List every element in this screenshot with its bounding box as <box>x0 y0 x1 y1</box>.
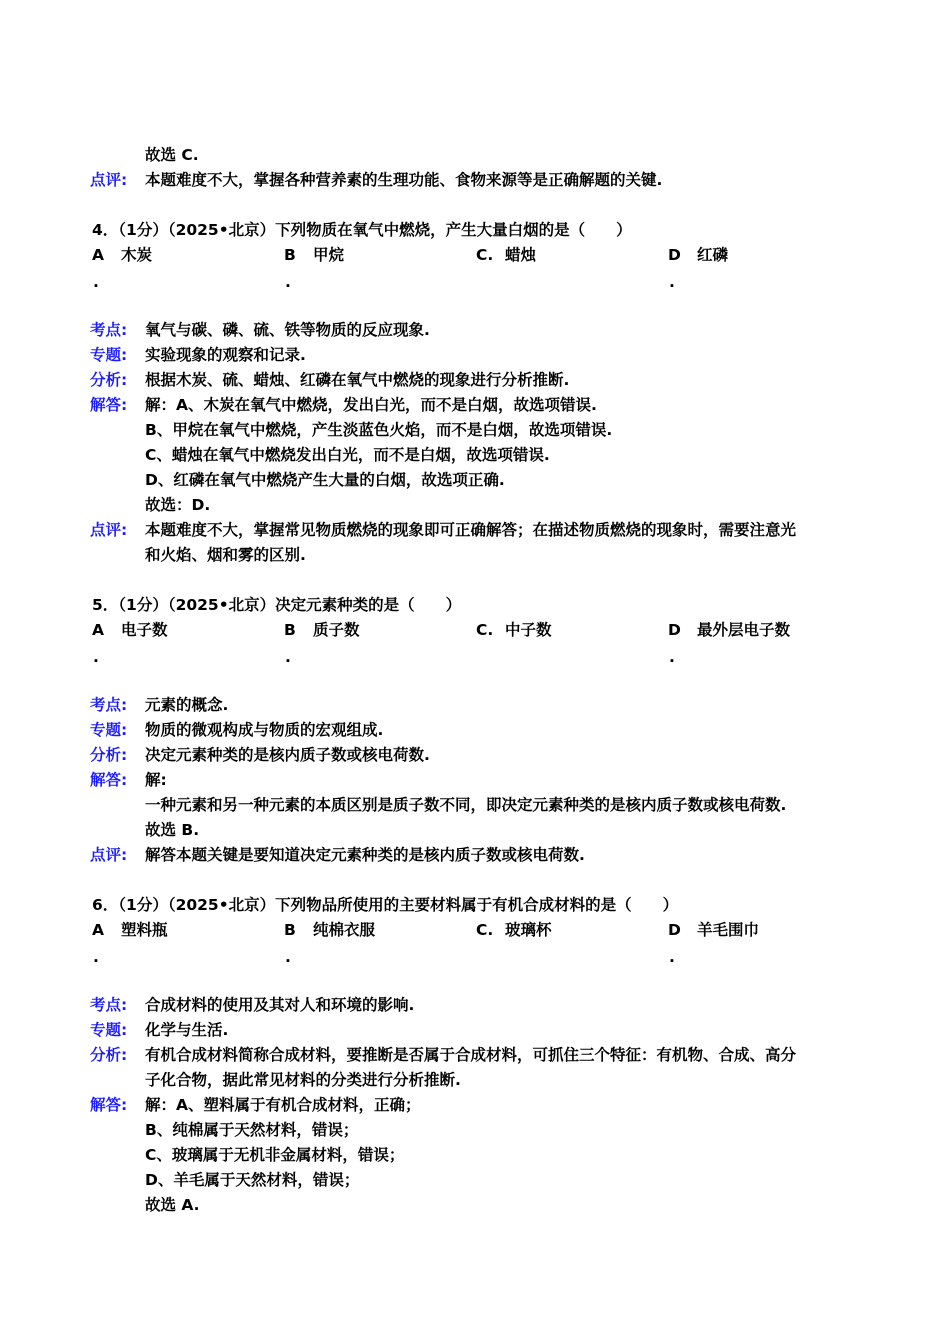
q4-jieda-line: D、红磷在氧气中燃烧产生大量的白烟，故选项正确. <box>145 471 505 489</box>
q5-dot-d: . <box>669 648 675 666</box>
q4-fenxi: 根据木炭、硫、蜡烛、红磷在氧气中燃烧的现象进行分析推断. <box>145 371 570 389</box>
q5-option-a-text: 电子数 <box>121 621 168 639</box>
q5-option-b-text: 质子数 <box>313 621 360 639</box>
q5-zhuanti: 物质的微观构成与物质的宏观组成. <box>145 721 384 739</box>
q6-fenxi-line: 子化合物，据此常见材料的分类进行分析推断. <box>145 1071 461 1089</box>
q5-option-d-letter: D <box>668 621 681 639</box>
q5-jieda-label: 解答: <box>90 771 128 789</box>
q5-zhuanti-label: 专题: <box>90 721 128 739</box>
q5-kaodian: 元素的概念. <box>145 696 229 714</box>
q5-fenxi: 决定元素种类的是核内质子数或核电荷数. <box>145 746 430 764</box>
q5-dianping-label: 点评: <box>90 846 128 864</box>
q6-jieda-line: C、玻璃属于无机非金属材料，错误； <box>145 1146 405 1164</box>
q6-option-a-text: 塑料瓶 <box>121 921 168 939</box>
q4-jieda-line: C、蜡烛在氧气中燃烧发出白光，而不是白烟，故选项错误. <box>145 446 550 464</box>
q5-kaodian-label: 考点: <box>90 696 128 714</box>
question-5-stem: 5．（1分）（2025•北京）决定元素种类的是（ ） <box>92 596 462 614</box>
question-6-stem: 6．（1分）（2025•北京）下列物品所使用的主要材料属于有机合成材料的是（ ） <box>92 896 679 914</box>
q6-zhuanti: 化学与生活. <box>145 1021 229 1039</box>
q4-zhuanti-label: 专题: <box>90 346 128 364</box>
q4-dianping-line: 本题难度不大，掌握常见物质燃烧的现象即可正确解答；在描述物质燃烧的现象时，需要注意光 <box>145 521 797 539</box>
q4-fenxi-label: 分析: <box>90 371 128 389</box>
q4-kaodian-label: 考点: <box>90 321 128 339</box>
comment-label: 点评: <box>90 171 128 189</box>
q6-kaodian: 合成材料的使用及其对人和环境的影响. <box>145 996 415 1014</box>
q6-option-d-letter: D <box>668 921 681 939</box>
q5-option-a-letter: A <box>92 621 104 639</box>
q6-dot-d: . <box>669 948 675 966</box>
q4-jieda-line: B、甲烷在氧气中燃烧，产生淡蓝色火焰，而不是白烟，故选项错误. <box>145 421 613 439</box>
q4-dot-d: . <box>669 273 675 291</box>
q5-dot-a: . <box>93 648 99 666</box>
q4-jieda-line: 故选：D. <box>145 496 211 514</box>
q4-option-c-letter: C. <box>476 246 494 264</box>
q6-jieda-line: 故选 A. <box>145 1196 200 1214</box>
q6-kaodian-label: 考点: <box>90 996 128 1014</box>
q4-dot-b: . <box>285 273 291 291</box>
q6-dot-a: . <box>93 948 99 966</box>
q6-option-d-text: 羊毛围巾 <box>697 921 760 939</box>
q5-jieda-line: 一种元素和另一种元素的本质区别是质子数不同，即决定元素种类的是核内质子数或核电荷数. <box>145 796 787 814</box>
q6-dot-b: . <box>285 948 291 966</box>
q5-dianping-line: 解答本题关键是要知道决定元素种类的是核内质子数或核电荷数. <box>145 846 585 864</box>
q6-jieda-line: D、羊毛属于天然材料，错误； <box>145 1171 360 1189</box>
q6-zhuanti-label: 专题: <box>90 1021 128 1039</box>
q4-option-c-text: 蜡烛 <box>505 246 537 264</box>
q6-option-b-text: 纯棉衣服 <box>313 921 376 939</box>
q5-option-c-letter: C. <box>476 621 494 639</box>
comment-text: 本题难度不大，掌握各种营养素的生理功能、食物来源等是正确解题的关键. <box>145 171 663 189</box>
q4-dianping-line: 和火焰、烟和雾的区别. <box>145 546 306 564</box>
q6-option-c-letter: C. <box>476 921 494 939</box>
question-4-stem: 4．（1分）（2025•北京）下列物质在氧气中燃烧，产生大量白烟的是（ ） <box>92 221 632 239</box>
q5-jieda-line: 故选 B. <box>145 821 200 839</box>
q4-kaodian: 氧气与碳、磷、硫、铁等物质的反应现象. <box>145 321 430 339</box>
q4-dot-a: . <box>93 273 99 291</box>
q6-jieda-line: B、纯棉属于天然材料，错误； <box>145 1121 359 1139</box>
q5-jieda-line: 解: <box>145 771 167 789</box>
q4-option-a-text: 木炭 <box>121 246 153 264</box>
q4-option-d-text: 红磷 <box>697 246 729 264</box>
q6-fenxi-label: 分析: <box>90 1046 128 1064</box>
q5-option-c-text: 中子数 <box>505 621 552 639</box>
q5-option-d-text: 最外层电子数 <box>697 621 791 639</box>
q5-dot-b: . <box>285 648 291 666</box>
q4-zhuanti: 实验现象的观察和记录. <box>145 346 306 364</box>
q4-jieda-label: 解答: <box>90 396 128 414</box>
q5-fenxi-label: 分析: <box>90 746 128 764</box>
answer-line: 故选 C. <box>145 146 199 164</box>
q4-option-b-letter: B <box>284 246 296 264</box>
q6-option-c-text: 玻璃杯 <box>505 921 552 939</box>
q6-option-a-letter: A <box>92 921 104 939</box>
q4-option-b-text: 甲烷 <box>313 246 345 264</box>
q6-jieda-label: 解答: <box>90 1096 128 1114</box>
q4-option-a-letter: A <box>92 246 104 264</box>
q4-jieda-line: 解：A、木炭在氧气中燃烧，发出白光，而不是白烟，故选项错误. <box>145 396 597 414</box>
q4-dianping-label: 点评: <box>90 521 128 539</box>
q6-option-b-letter: B <box>284 921 296 939</box>
q5-option-b-letter: B <box>284 621 296 639</box>
q6-fenxi-line: 有机合成材料简称合成材料，要推断是否属于合成材料，可抓住三个特征：有机物、合成、高分 <box>145 1046 797 1064</box>
q4-option-d-letter: D <box>668 246 681 264</box>
q6-jieda-line: 解：A、塑料属于有机合成材料，正确； <box>145 1096 421 1114</box>
